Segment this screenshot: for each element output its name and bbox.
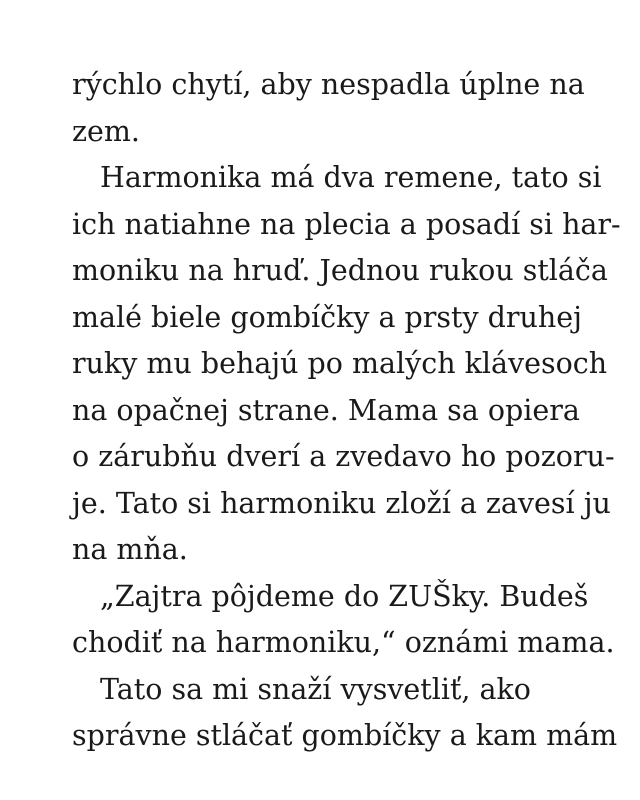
text-line: o zárubňu dverí a zvedavo ho pozoru-: [72, 440, 615, 473]
text-line: je. Tato si harmoniku zloží a zavesí ju: [72, 486, 611, 520]
text-line: na mňa.: [72, 533, 188, 566]
text-line: Tato sa mi snaží vysvetliť, ako: [100, 672, 531, 706]
text-line: chodiť na harmoniku,“ oznámi mama.: [72, 626, 615, 659]
text-line: správne stláčať gombíčky a kam mám: [72, 719, 618, 752]
text-line: rýchlo chytí, aby nespadla úplne na: [72, 68, 585, 101]
text-line: moniku na hruď. Jednou rukou stláča: [72, 254, 608, 287]
text-line: „Zajtra pôjdeme do ZUŠky. Budeš: [100, 579, 589, 613]
text-line: ich natiahne na plecia a posadí si har-: [72, 207, 621, 241]
text-line: Harmonika má dva remene, tato si: [100, 161, 602, 194]
text-line: na opačnej strane. Mama sa opiera: [72, 393, 580, 427]
body-text: [72, 62, 621, 760]
text-line: zem.: [72, 114, 140, 148]
text-line: malé biele gombíčky a prsty druhej: [72, 300, 582, 334]
text-line: ruky mu behajú po malých klávesoch: [72, 347, 608, 380]
